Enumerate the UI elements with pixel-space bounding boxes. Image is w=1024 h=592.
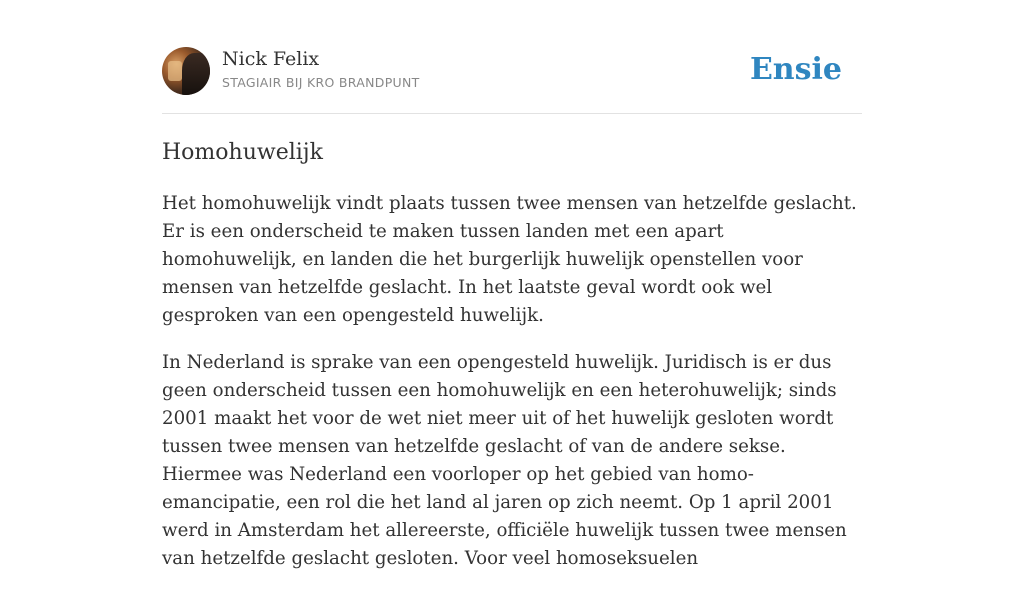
ensie-logo[interactable]: Ensie (749, 52, 842, 87)
article-body (162, 190, 862, 592)
avatar-shade (182, 53, 210, 95)
article-paragraph-1: Het homohuwelijk vindt plaats tussen twee mensen van hetzelfde geslacht. Er is een onderscheid te maken tussen landen met een apart homohuwelijk, en landen die het burgerlijk huwelijk openstellen voor mensen van hetzelfde geslacht. In het laatste geval wordt ook wel gesproken van een opengesteld huwelijk. (162, 193, 857, 326)
article-title: Homohuwelijk (162, 140, 323, 165)
author-role: STAGIAIR BIJ KRO BRANDPUNT (222, 75, 420, 90)
avatar-highlight (168, 61, 182, 81)
author-header (162, 47, 862, 114)
author-avatar[interactable] (162, 47, 210, 95)
article-paragraph-2: In Nederland is sprake van een opengesteld huwelijk. Juridisch is er dus geen onderscheid tussen een homohuwelijk en een heterohuwelijk; sinds 2001 maakt het voor de wet niet meer uit of het huwelijk gesloten wordt tussen twee mensen van hetzelfde geslacht of van de andere sekse. Hiermee was Nederland een voorloper op het gebied van homo-emancipatie, een rol die het land al jaren op zich neemt. Op 1 april 2001 werd in Amsterdam het allereerste, officiële huwelijk tussen twee mensen van hetzelfde geslacht gesloten. Voor veel homoseksuelen (162, 352, 847, 569)
author-name[interactable]: Nick Felix (222, 48, 320, 70)
